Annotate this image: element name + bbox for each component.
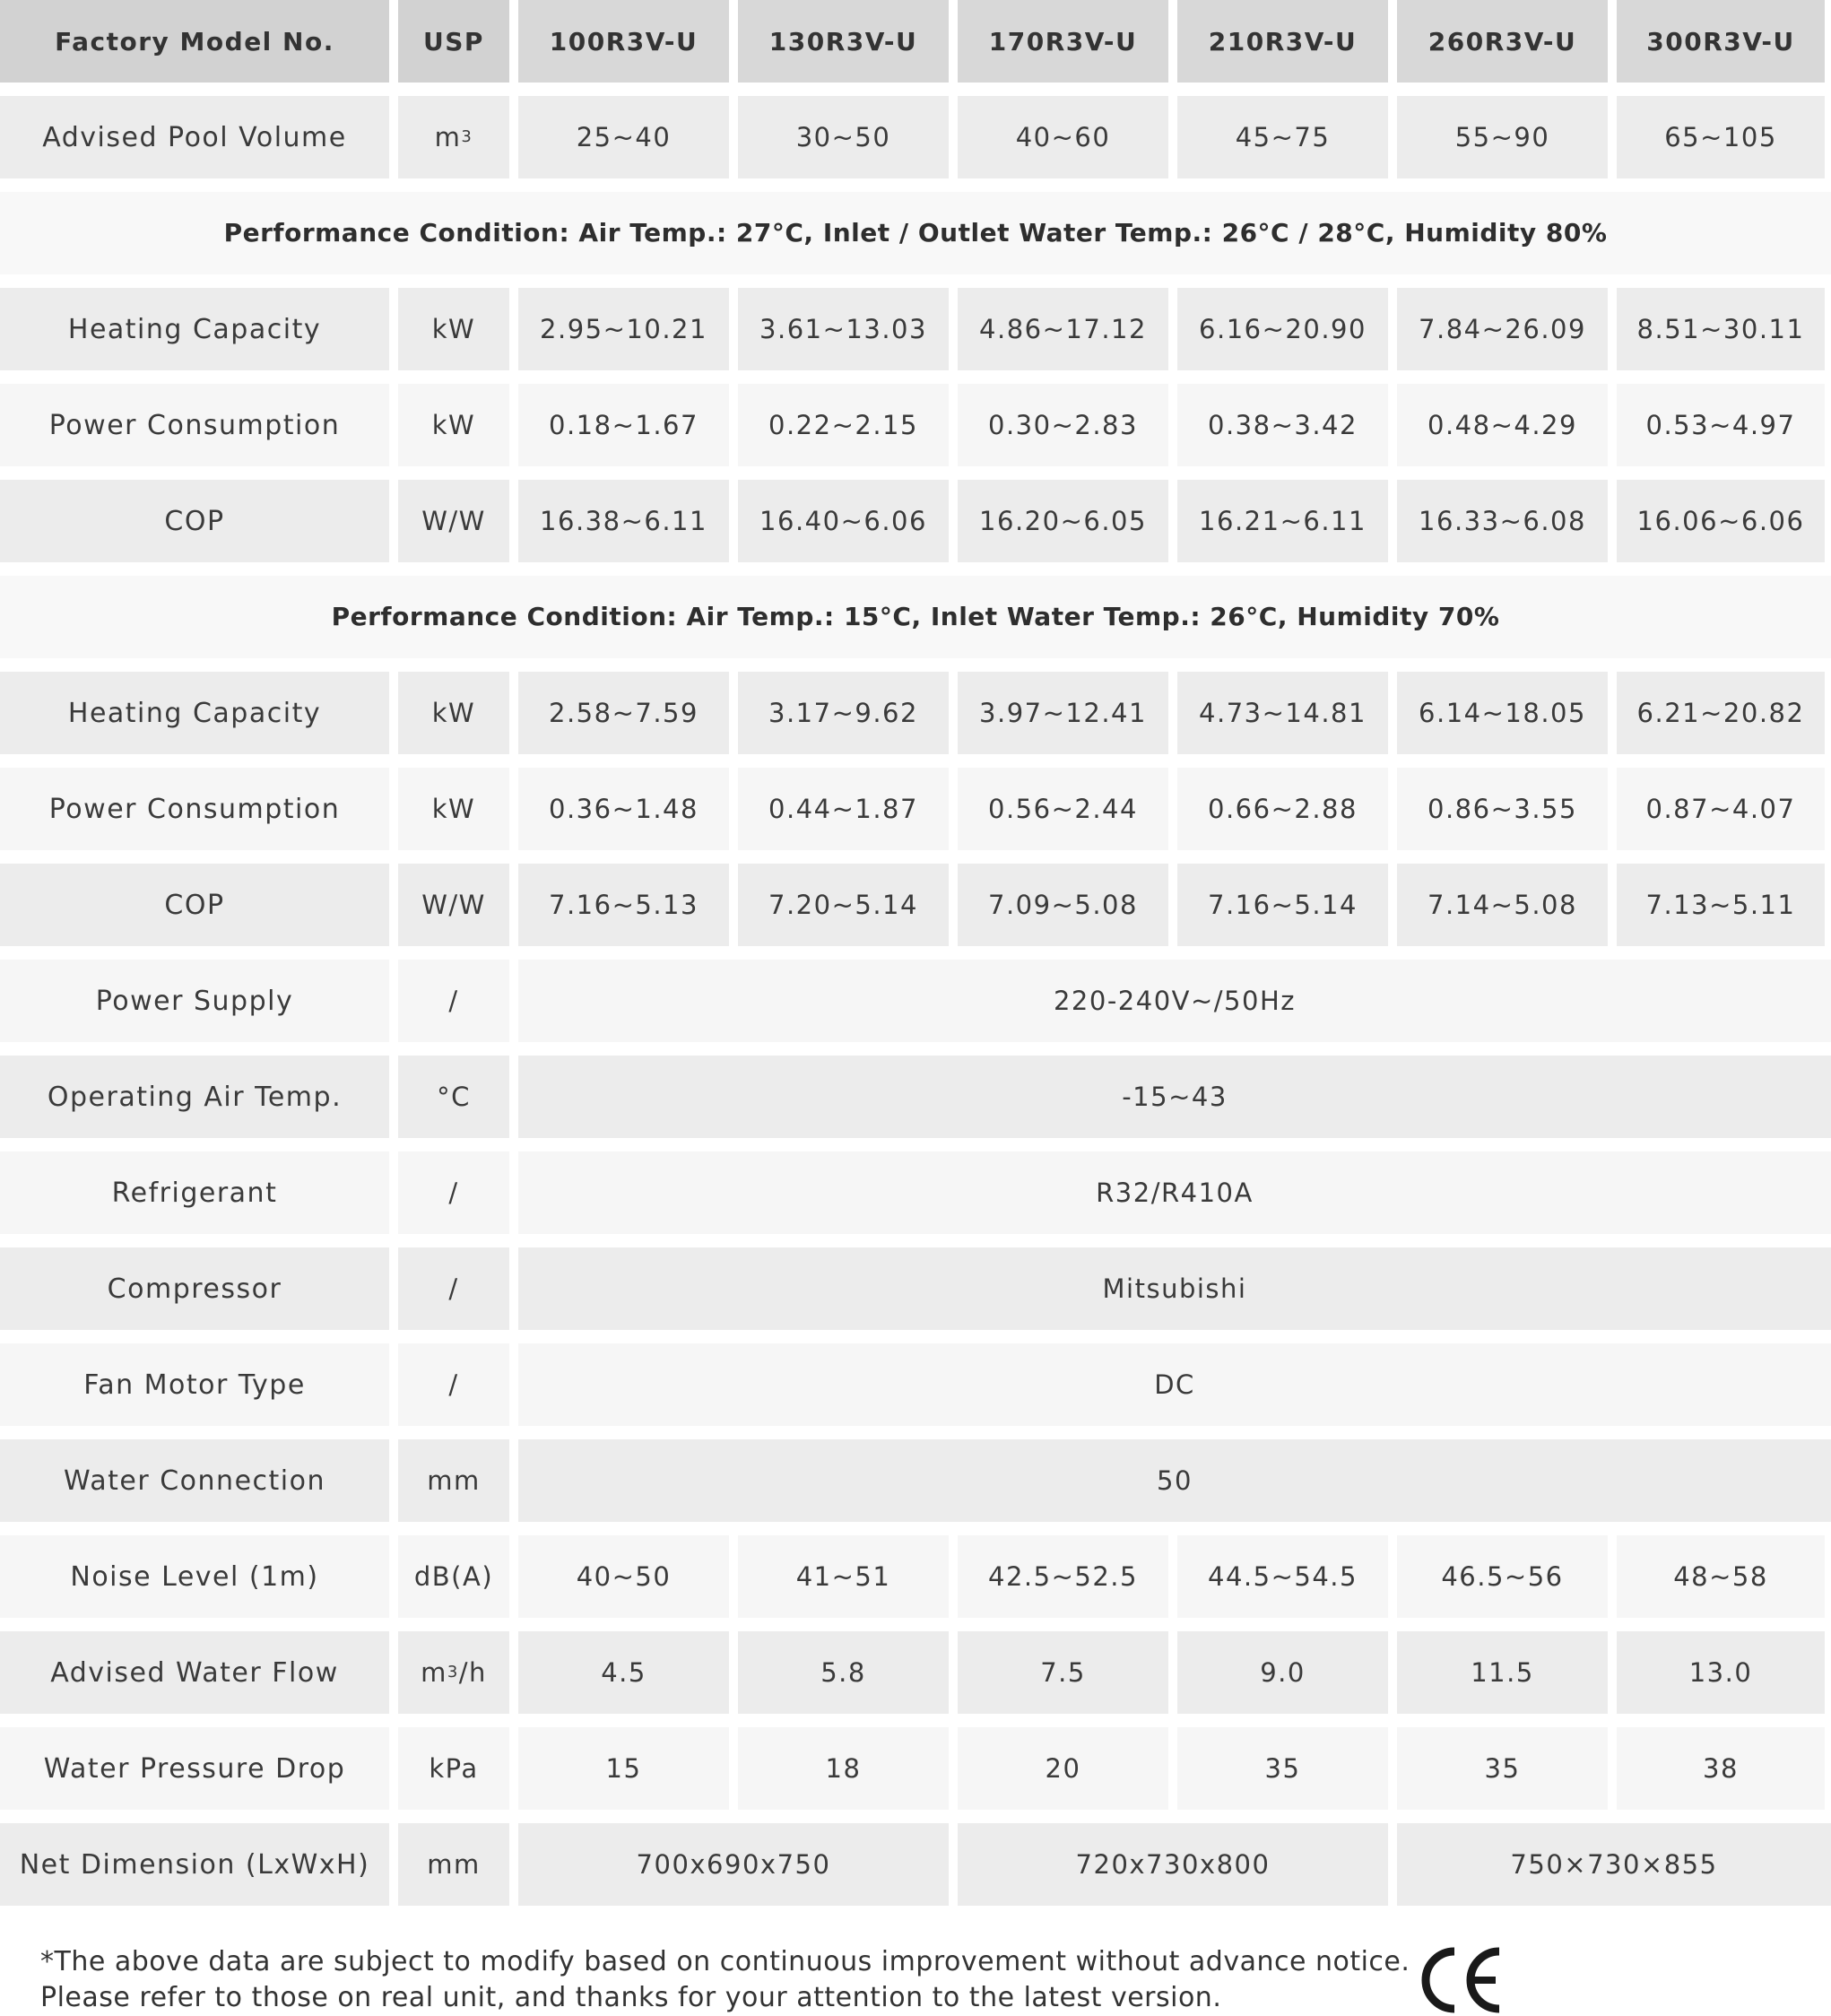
c1-cop-row [0, 480, 1831, 562]
value-cell: 6.14~18.05 [1397, 672, 1608, 754]
footnote [40, 1944, 1410, 2016]
pressure-drop-row [0, 1727, 1831, 1810]
value-cell: 44.5~54.5 [1177, 1535, 1388, 1618]
row-unit: W/W [398, 480, 509, 562]
model-260R3V-U: 260R3V-U [1397, 0, 1608, 83]
row-label: Refrigerant [0, 1151, 389, 1234]
row-label: Heating Capacity [0, 288, 389, 370]
value-cell: 48~58 [1617, 1535, 1825, 1618]
value-cell: 4.86~17.12 [958, 288, 1168, 370]
value-cell: 7.13~5.11 [1617, 864, 1825, 946]
condition2-band: Performance Condition: Air Temp.: 15°C, Inlet Water Temp.: 26°C, Humidity 70% [0, 576, 1831, 658]
value-cell: 41~51 [738, 1535, 949, 1618]
condition1-band: Performance Condition: Air Temp.: 27°C, Inlet / Outlet Water Temp.: 26°C / 28°C, Humidity 80% [0, 192, 1831, 274]
value-cell: 35 [1397, 1727, 1608, 1810]
row-label: Heating Capacity [0, 672, 389, 754]
value-cell: 0.48~4.29 [1397, 384, 1608, 466]
value-cell: 45~75 [1177, 96, 1388, 178]
value-cell: 0.36~1.48 [518, 768, 729, 850]
value-cell: 3.61~13.03 [738, 288, 949, 370]
value-cell: 7.5 [958, 1631, 1168, 1714]
value-cell: 40~60 [958, 96, 1168, 178]
value-cell: 16.40~6.06 [738, 480, 949, 562]
row-unit: / [398, 960, 509, 1042]
value-cell: 40~50 [518, 1535, 729, 1618]
c2-cop-row [0, 864, 1831, 946]
value-cell: 720x730x800 [958, 1823, 1388, 1906]
value-cell: 0.22~2.15 [738, 384, 949, 466]
row-label: Power Supply [0, 960, 389, 1042]
value-cell: 46.5~56 [1397, 1535, 1608, 1618]
value-cell: 7.84~26.09 [1397, 288, 1608, 370]
value-cell: 16.33~6.08 [1397, 480, 1608, 562]
row-unit: kW [398, 288, 509, 370]
value-cell: 38 [1617, 1727, 1825, 1810]
value-cell: -15~43 [518, 1056, 1831, 1138]
pool-volume-row [0, 96, 1831, 178]
row-label: Water Pressure Drop [0, 1727, 389, 1810]
value-cell: 0.87~4.07 [1617, 768, 1825, 850]
refrigerant-row [0, 1151, 1831, 1234]
row-label: COP [0, 864, 389, 946]
c2-heating-row [0, 672, 1831, 754]
c2-power-row [0, 768, 1831, 850]
value-cell: 7.16~5.14 [1177, 864, 1388, 946]
value-cell: 7.14~5.08 [1397, 864, 1608, 946]
footnote-line-1: *The above data are subject to modify based on continuous improvement without advance notice. [40, 1946, 1410, 1977]
value-cell: 220-240V~/50Hz [518, 960, 1831, 1042]
c1-power-row [0, 384, 1831, 466]
row-label: Operating Air Temp. [0, 1056, 389, 1138]
row-label: Water Connection [0, 1439, 389, 1522]
value-cell: Mitsubishi [518, 1247, 1831, 1330]
value-cell: 16.21~6.11 [1177, 480, 1388, 562]
row-unit: kW [398, 768, 509, 850]
row-label: Power Consumption [0, 384, 389, 466]
value-cell: 0.66~2.88 [1177, 768, 1388, 850]
value-cell: 700x690x750 [518, 1823, 949, 1906]
row-unit: m 3 /h [398, 1631, 509, 1714]
value-cell: 2.95~10.21 [518, 288, 729, 370]
row-unit: / [398, 1151, 509, 1234]
row-unit: kW [398, 384, 509, 466]
row-unit: mm [398, 1823, 509, 1906]
value-cell: 0.38~3.42 [1177, 384, 1388, 466]
value-cell: 3.17~9.62 [738, 672, 949, 754]
row-label: COP [0, 480, 389, 562]
row-label: Noise Level (1m) [0, 1535, 389, 1618]
value-cell: 16.06~6.06 [1617, 480, 1825, 562]
value-cell: 18 [738, 1727, 949, 1810]
row-label: Compressor [0, 1247, 389, 1330]
value-cell: 0.18~1.67 [518, 384, 729, 466]
row-unit: W/W [398, 864, 509, 946]
model-130R3V-U: 130R3V-U [738, 0, 949, 83]
model-170R3V-U: 170R3V-U [958, 0, 1168, 83]
value-cell: 20 [958, 1727, 1168, 1810]
value-cell: 3.97~12.41 [958, 672, 1168, 754]
row-label: Power Consumption [0, 768, 389, 850]
value-cell: 0.44~1.87 [738, 768, 949, 850]
value-cell: 7.09~5.08 [958, 864, 1168, 946]
value-cell: 35 [1177, 1727, 1388, 1810]
model-100R3V-U: 100R3V-U [518, 0, 729, 83]
value-cell: 0.53~4.97 [1617, 384, 1825, 466]
row-unit: °C [398, 1056, 509, 1138]
compressor-row [0, 1247, 1831, 1330]
value-cell: 11.5 [1397, 1631, 1608, 1714]
value-cell: 30~50 [738, 96, 949, 178]
value-cell: 15 [518, 1727, 729, 1810]
water-connection-row [0, 1439, 1831, 1522]
value-cell: 4.5 [518, 1631, 729, 1714]
model-300R3V-U: 300R3V-U [1617, 0, 1825, 83]
value-cell: 8.51~30.11 [1617, 288, 1825, 370]
footnote-line-2: Please refer to those on real unit, and thanks for your attention to the latest version. [40, 1982, 1222, 2013]
value-cell: 16.38~6.11 [518, 480, 729, 562]
row-label: Advised Water Flow [0, 1631, 389, 1714]
operating-temp-row [0, 1056, 1831, 1138]
value-cell: R32/R410A [518, 1151, 1831, 1234]
value-cell: 2.58~7.59 [518, 672, 729, 754]
c1-heating-row [0, 288, 1831, 370]
value-cell: 7.20~5.14 [738, 864, 949, 946]
value-cell: DC [518, 1343, 1831, 1426]
value-cell: 0.86~3.55 [1397, 768, 1608, 850]
value-cell: 55~90 [1397, 96, 1608, 178]
row-unit: kW [398, 672, 509, 754]
water-flow-row [0, 1631, 1831, 1714]
value-cell: 4.73~14.81 [1177, 672, 1388, 754]
model-210R3V-U: 210R3V-U [1177, 0, 1388, 83]
dimension-row [0, 1823, 1831, 1906]
value-cell: 750×730×855 [1397, 1823, 1831, 1906]
value-cell: 65~105 [1617, 96, 1825, 178]
value-cell: 13.0 [1617, 1631, 1825, 1714]
noise-row [0, 1535, 1831, 1618]
power-supply-row [0, 960, 1831, 1042]
row-unit: / [398, 1343, 509, 1426]
row-unit: dB(A) [398, 1535, 509, 1618]
value-cell: 50 [518, 1439, 1831, 1522]
header-model-label: Factory Model No. [0, 0, 389, 83]
header-row [0, 0, 1831, 83]
value-cell: 42.5~52.5 [958, 1535, 1168, 1618]
value-cell: 7.16~5.13 [518, 864, 729, 946]
row-label: Fan Motor Type [0, 1343, 389, 1426]
value-cell: 6.16~20.90 [1177, 288, 1388, 370]
row-unit: kPa [398, 1727, 509, 1810]
value-cell: 25~40 [518, 96, 729, 178]
value-cell: 9.0 [1177, 1631, 1388, 1714]
row-label: Net Dimension (LxWxH) [0, 1823, 389, 1906]
row-unit: mm [398, 1439, 509, 1522]
ce-mark-icon [1415, 1946, 1505, 2014]
value-cell: 6.21~20.82 [1617, 672, 1825, 754]
value-cell: 16.20~6.05 [958, 480, 1168, 562]
value-cell: 0.56~2.44 [958, 768, 1168, 850]
row-label: Advised Pool Volume [0, 96, 389, 178]
row-unit: m 3 [398, 96, 509, 178]
fan-motor-row [0, 1343, 1831, 1426]
value-cell: 0.30~2.83 [958, 384, 1168, 466]
row-unit: / [398, 1247, 509, 1330]
value-cell: 5.8 [738, 1631, 949, 1714]
header-unit-label: USP [398, 0, 509, 83]
